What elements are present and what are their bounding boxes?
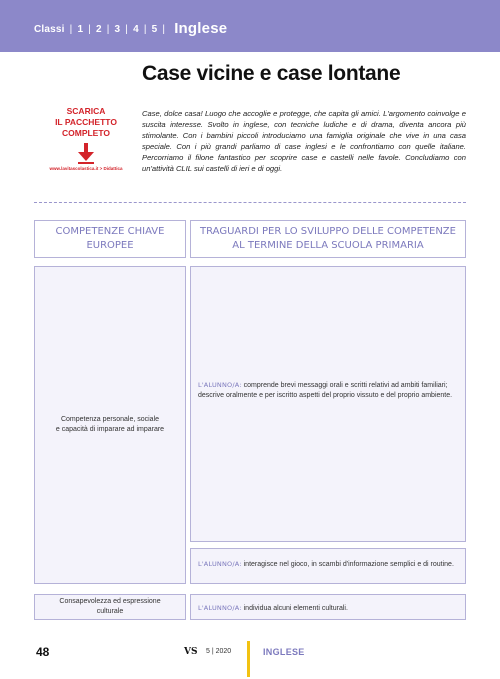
traguardo-3-label: L'ALUNNO/A:	[198, 604, 242, 612]
column-header-traguardi-line-1: TRAGUARDI PER LO SVILUPPO DELLE COMPETENZE	[200, 226, 456, 237]
traguardo-2	[198, 559, 460, 570]
competenza-1-line-1: Competenza personale, sociale	[60, 416, 160, 423]
traguardo-1	[198, 380, 460, 401]
issue-number: 5 | 2020	[206, 648, 232, 655]
magazine-logo: VS	[184, 647, 198, 657]
traguardo-3	[198, 603, 460, 614]
class-4-link[interactable]: 4	[133, 24, 139, 35]
intro-paragraph: Case, dolce casa! Luogo che accoglie e protegge, che capita gli amici. L'argomento coinvolge e suscita interesse. Svolto in inglese, con tecniche ludiche e di drama, diventa ancora più stimolante. Con i bambini piccoli introduciamo una famiglia originale che vive in una casa speciale. Con i più grandi parliamo di case inglesi e le confrontiamo con quelle italiane. Percorriamo il filone fantastico per scoprire case e castelli nelle favole. Concludiamo con un'attività CLIL sui castelli di ieri e di oggi.	[142, 109, 466, 174]
section-divider	[34, 202, 466, 203]
traguardo-2-label: L'ALUNNO/A:	[198, 560, 242, 568]
download-line-1: SCARICA	[66, 106, 106, 116]
footer-subject: INGLESE	[263, 647, 305, 657]
classi-label: Classi	[34, 24, 65, 35]
header-subject: Inglese	[174, 20, 228, 37]
page-title: Case vicine e case lontane	[142, 62, 401, 85]
page-number: 48	[36, 645, 50, 659]
download-url[interactable]: www.lavitascolastica.it > Didattica	[49, 166, 123, 171]
class-5-link[interactable]: 5	[151, 24, 158, 35]
class-2-link[interactable]: 2	[96, 24, 102, 35]
competenza-cell-1	[34, 266, 186, 584]
column-header-competenze	[34, 220, 186, 258]
column-header-traguardi	[190, 220, 466, 258]
traguardo-3-text: individua alcuni elementi culturali.	[243, 605, 348, 612]
traguardo-cell-1	[190, 266, 466, 542]
footer-accent-bar	[247, 641, 250, 677]
competenza-cell-2	[34, 594, 186, 620]
class-1-link[interactable]: 1	[77, 24, 84, 35]
download-line-2: IL PACCHETTO	[55, 117, 117, 127]
competenza-1-line-2: e capacità di imparare ad imparare	[55, 426, 165, 433]
column-header-competenze-line-1: COMPETENZE CHIAVE	[55, 226, 165, 237]
breadcrumb: Classi | 1 | 2 | 3 | 4 | 5 | Inglese	[34, 20, 228, 37]
traguardo-1-text: comprende brevi messaggi orali e scritti relativi ad ambiti familiari; descrive oralmente e per iscritto aspetti del proprio vissuto e del proprio ambiente.	[198, 382, 453, 399]
download-line-3: COMPLETO	[61, 128, 110, 138]
competenza-2-line-1: Consapevolezza ed espressione	[59, 598, 161, 605]
class-3-link[interactable]: 3	[114, 24, 121, 35]
download-arrow-icon	[75, 142, 97, 164]
column-header-traguardi-line-2: AL TERMINE DELLA SCUOLA PRIMARIA	[232, 240, 424, 251]
traguardo-2-text: interagisce nel gioco, in scambi d'informazione semplici e di routine.	[243, 561, 454, 568]
competenza-2-line-2: culturale	[96, 608, 124, 615]
traguardo-1-label: L'ALUNNO/A:	[198, 381, 242, 389]
download-package-link[interactable]	[40, 106, 132, 172]
column-header-competenze-line-2: EUROPEE	[86, 240, 134, 251]
